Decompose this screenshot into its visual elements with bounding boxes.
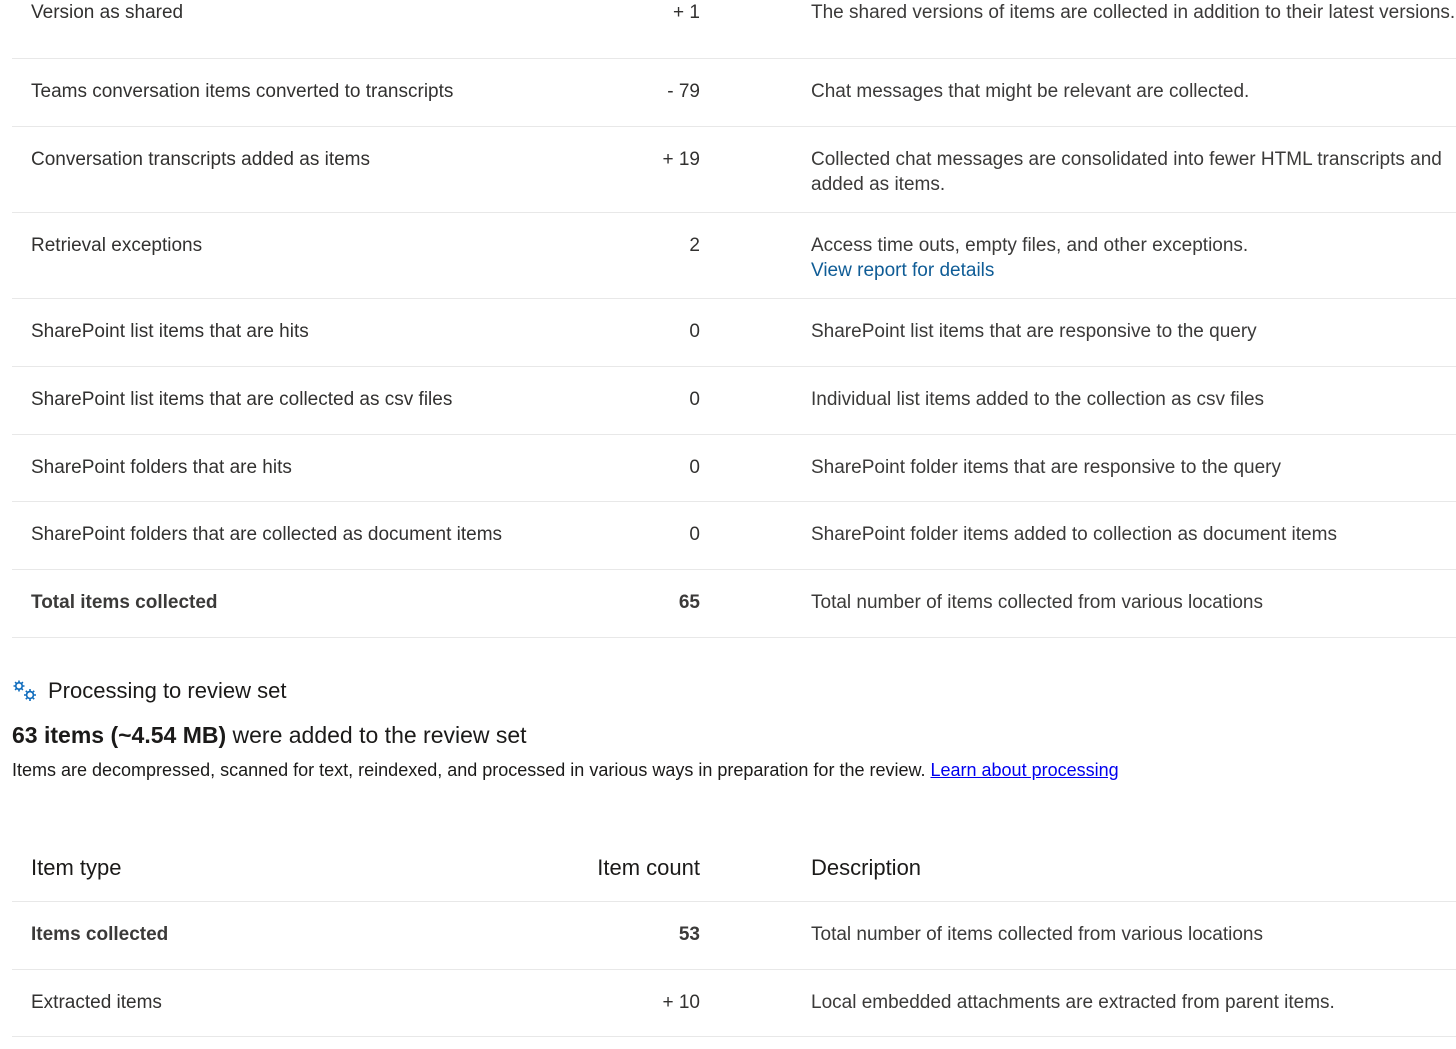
item-count: 2	[689, 235, 700, 256]
item-type: SharePoint list items that are hits	[31, 321, 309, 342]
item-count: 0	[689, 389, 700, 410]
item-count: + 19	[662, 149, 700, 170]
table-row	[12, 0, 1456, 59]
item-count: 65	[678, 592, 700, 613]
column-header-description[interactable]: Description	[811, 855, 922, 880]
item-count: 0	[689, 321, 700, 342]
table-row	[12, 213, 1456, 299]
description-text: Access time outs, empty files, and other exceptions.	[811, 235, 1249, 256]
item-count: 0	[689, 457, 700, 478]
column-header-item-type[interactable]: Item type	[31, 855, 122, 880]
item-type: Retrieval exceptions	[31, 235, 203, 256]
item-count: 53	[678, 924, 700, 945]
table-header-row	[12, 835, 1456, 902]
item-description: SharePoint list items that are responsive to the query	[811, 321, 1257, 342]
item-description: SharePoint folder items that are responsive to the query	[811, 457, 1281, 478]
item-description: Total number of items collected from various locations	[811, 592, 1263, 613]
item-count: 0	[689, 524, 700, 545]
table-row	[12, 502, 1456, 570]
item-count: + 10	[662, 992, 700, 1013]
item-type: Version as shared	[31, 2, 184, 23]
table-row	[12, 435, 1456, 502]
table-row	[12, 299, 1456, 367]
item-type: Total items collected	[31, 592, 218, 613]
item-description	[811, 233, 1456, 283]
item-description: Individual list items added to the collection as csv files	[811, 389, 1265, 410]
item-count: - 79	[667, 81, 700, 102]
item-description: Total number of items collected from various locations	[811, 924, 1263, 945]
processing-section-header	[12, 678, 286, 704]
item-type: SharePoint list items that are collected as csv files	[31, 389, 453, 410]
table-row	[12, 970, 1456, 1037]
item-type: Extracted items	[31, 992, 162, 1013]
table-row	[12, 59, 1456, 127]
table-row	[12, 367, 1456, 435]
table-row	[12, 127, 1456, 213]
table-row-total	[12, 570, 1456, 638]
item-description: The shared versions of items are collected in addition to their latest versions.	[811, 2, 1456, 23]
processing-description	[12, 760, 1119, 781]
gears-icon	[12, 679, 38, 703]
learn-about-processing-link[interactable]: Learn about processing	[930, 760, 1119, 780]
item-type: SharePoint folders that are collected as document items	[31, 524, 503, 545]
summary-rest: were added to the review set	[226, 722, 527, 748]
item-description: Collected chat messages are consolidated into fewer HTML transcripts and added as items.	[811, 149, 1442, 195]
review-set-summary	[12, 722, 527, 749]
item-type: SharePoint folders that are hits	[31, 457, 292, 478]
blurb-text: Items are decompressed, scanned for text, reindexed, and processed in various ways in preparation for the review.	[12, 760, 931, 780]
table-row	[12, 902, 1456, 970]
item-type: Teams conversation items converted to transcripts	[31, 81, 454, 102]
item-description: Local embedded attachments are extracted from parent items.	[811, 992, 1335, 1013]
review-set-table	[12, 835, 1456, 1037]
item-type: Items collected	[31, 924, 169, 945]
summary-bold: 63 items (~4.54 MB)	[12, 722, 227, 748]
collection-table	[12, 0, 1456, 638]
item-description: SharePoint folder items added to collection as document items	[811, 524, 1337, 545]
section-title: Processing to review set	[48, 678, 287, 703]
view-report-link[interactable]: View report for details	[811, 260, 995, 281]
item-type: Conversation transcripts added as items	[31, 149, 370, 170]
item-description: Chat messages that might be relevant are collected.	[811, 81, 1250, 102]
column-header-item-count[interactable]: Item count	[597, 855, 700, 880]
item-count: + 1	[673, 2, 700, 23]
